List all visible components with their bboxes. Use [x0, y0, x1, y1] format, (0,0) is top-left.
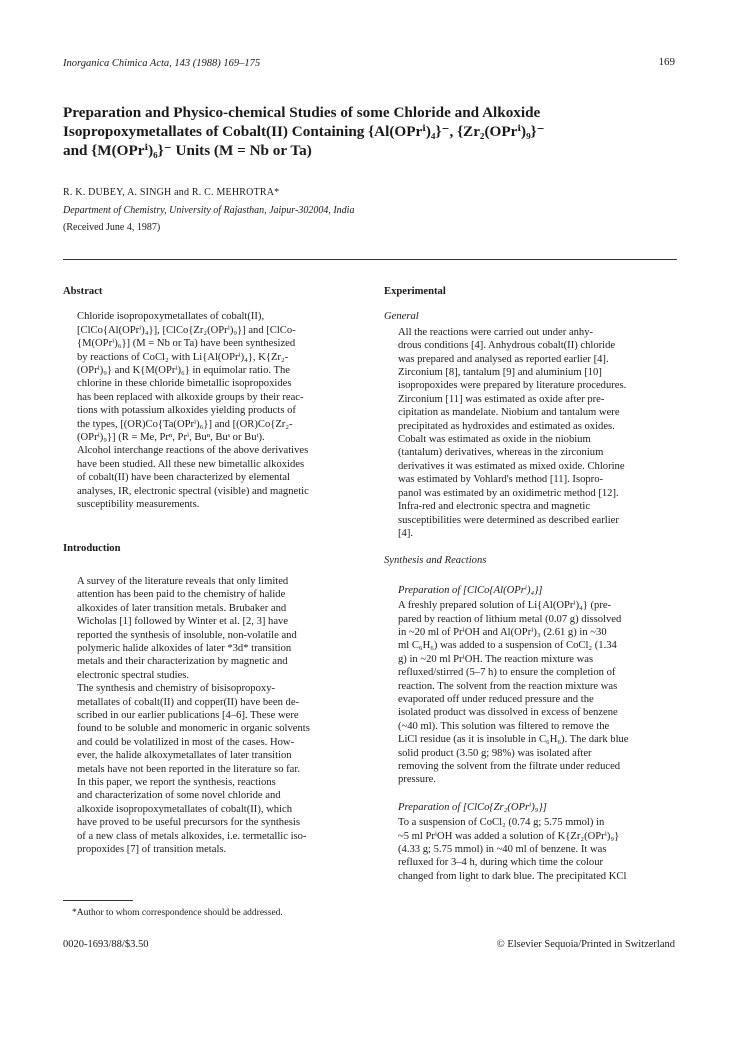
prep1-heading: Preparation of [ClCo{Al(OPrⁱ)₄}]	[398, 584, 543, 596]
text-line: pared by reaction of lithium metal (0.07 g) dissolved	[398, 613, 622, 625]
text-line: Zirconium [8], tantalum [9] and aluminium [10]	[398, 367, 602, 379]
text-line: Infra-red and electronic spectra and magnetic	[398, 501, 591, 513]
text-line: derivatives it was estimated as mixed oxide. Chlorine	[398, 460, 625, 472]
text-line: In this paper, we report the synthesis, reactions	[77, 777, 276, 788]
text-line: Chloride isopropoxymetallates of cobalt(II),	[77, 311, 265, 323]
text-line: the types, [(OR)Co{Ta(OPrⁱ)₆}] and [(OR)Co{Zr₂-	[77, 418, 293, 430]
text-line: reaction. The solvent from the reaction mixture was	[398, 680, 618, 692]
text-line: analyses, IR, electronic spectral (visible) and magnetic	[77, 485, 309, 497]
text-line: polymeric halide alkoxides of later *3d* transition	[77, 642, 292, 654]
text-line: electronic spectral studies.	[77, 669, 190, 681]
title-line: and {M(OPrⁱ)₆}⁻ Units (M = Nb or Ta)	[63, 142, 312, 159]
text-line: A survey of the literature reveals that only limited	[77, 575, 289, 587]
text-line: alkoxide isopropoxymetallates of cobalt(II), which	[77, 803, 293, 815]
text-line: by reactions of CoCl₂ with Li{Al(OPrⁱ)₄}, K{Zr₂-	[77, 351, 289, 363]
text-line: isolated product was dissolved in excess of benzene	[398, 707, 618, 719]
general-paragraph	[384, 326, 667, 393]
received-date: (Received June 4, 1987)	[63, 222, 161, 233]
text-line: tions with potassium alkoxides yielding products of	[77, 405, 296, 417]
abstract-text	[63, 310, 346, 511]
prep1-paragraph	[384, 599, 667, 787]
text-line: scribed in our earlier publications [4–6]. These were	[77, 709, 299, 721]
text-line: pressure.	[398, 774, 436, 786]
text-line: All the reactions were carried out under anhy-	[398, 326, 594, 338]
text-line: alkoxides of later transition metals. Brubaker and	[77, 602, 287, 614]
text-line: (OPrⁱ)₉} and K{M(OPrⁱ)₆} in equimolar ratio. The	[77, 365, 290, 377]
text-line: metallates of cobalt(II) and copper(II) have been de-	[77, 696, 300, 708]
title-line: Preparation and Physico-chemical Studies of some Chloride and Alkoxide	[63, 104, 541, 121]
text-line: reported the synthesis of insoluble, non-volatile and	[77, 629, 297, 641]
text-line: was prepared and analysed as reported earlier [4].	[398, 353, 609, 365]
text-line: The synthesis and chemistry of bisisopropoxy-	[77, 683, 276, 695]
text-line: of cobalt(II) have been characterized by elemental	[77, 472, 290, 484]
affiliation: Department of Chemistry, University of Rajasthan, Jaipur-302004, India	[63, 205, 355, 216]
text-line: cipitation as mandelate. Niobium and tantalum were	[398, 407, 620, 419]
intro-paragraph	[63, 776, 346, 856]
text-line: metals have not been reported in the literature so far.	[77, 763, 300, 775]
text-line: have been studied. All these new bimetallic alkoxides	[77, 458, 305, 470]
text-line: chlorine in these chloride bimetallic isopropoxides	[77, 378, 292, 390]
general-heading: General	[384, 311, 419, 323]
footnote: *Author to whom correspondence should be addressed.	[72, 908, 283, 918]
text-line: To a suspension of CoCl₂ (0.74 g; 5.75 mmol) in	[398, 817, 605, 829]
text-line: LiCl residue (as it is insoluble in C₆H₆). The dark blue	[398, 734, 629, 746]
footnote-rule	[63, 900, 133, 901]
general-paragraph	[384, 393, 667, 500]
text-line: susceptibility measurements.	[77, 499, 200, 511]
text-line: changed from light to dark blue. The precipitated KCl	[398, 870, 627, 882]
text-line: A freshly prepared solution of Li{Al(OPrⁱ)₄} (pre-	[398, 600, 612, 612]
text-line: Wicholas [1] followed by Winter et al. [2, 3] have	[77, 616, 289, 628]
journal-citation: Inorganica Chimica Acta, 143 (1988) 169–175	[63, 58, 261, 69]
introduction-heading: Introduction	[63, 542, 121, 554]
text-line: and characterization of some novel chloride and	[77, 790, 281, 802]
text-line: susceptibilities were determined as described earlier	[398, 514, 619, 526]
text-line: (OPrⁱ)₉}] (R = Me, Prⁿ, Prⁱ, Buⁿ, Buˢ or Buᵗ).	[77, 432, 265, 444]
text-line: (tantalum) derivatives, whereas in the zirconium	[398, 447, 604, 459]
text-line: was estimated by Vohlard's method [11]. Isopro-	[398, 474, 604, 486]
synthesis-heading: Synthesis and Reactions	[384, 555, 487, 567]
text-line: [ClCo{Al(OPrⁱ)₄}], [ClCo{Zr₂(OPrⁱ)₉}] and [ClCo-	[77, 324, 296, 336]
text-line: isopropoxides were prepared by literature procedures.	[398, 380, 627, 392]
text-line: in ~20 ml of PrⁱOH and Al(OPrⁱ)₃ (2.61 g) in ~30	[398, 626, 607, 638]
text-line: ever, the halide alkoxymetallates of later transition	[77, 750, 292, 762]
text-line: (~40 ml). This solution was filtered to remove the	[398, 720, 610, 732]
intro-paragraph	[63, 682, 346, 776]
publisher-line: © Elsevier Sequoia/Printed in Switzerland	[496, 939, 675, 950]
text-line: removing the solvent from the filtrate under reduced	[398, 761, 621, 772]
text-line: precipitated as hydroxides and estimated as oxides.	[398, 420, 615, 432]
text-line: Alcohol interchange reactions of the above derivatives	[77, 445, 309, 457]
text-line: have proved to be useful precursors for the synthesis	[77, 817, 300, 829]
right-column	[384, 285, 667, 883]
left-column	[63, 285, 346, 856]
general-paragraph	[384, 500, 667, 540]
issn-price: 0020-1693/88/$3.50	[63, 939, 149, 950]
authors: R. K. DUBEY, A. SINGH and R. C. MEHROTRA*	[63, 187, 280, 198]
text-line: (4.33 g; 5.75 mmol) in ~40 ml of benzene. It was	[398, 844, 607, 856]
text-line: metals and their characterization by magnetic and	[77, 656, 288, 668]
text-line: ~5 ml PrⁱOH was added a solution of K{Zr₂(OPrⁱ)₉}	[398, 830, 620, 842]
title-line: Isopropoxymetallates of Cobalt(II) Containing {Al(OPrⁱ)₄}⁻, {Zr₂(OPrⁱ)₉}⁻	[63, 123, 545, 140]
text-line: [4].	[398, 527, 414, 539]
article-title	[63, 103, 683, 160]
page-number: 169	[658, 56, 675, 68]
header-rule	[63, 259, 677, 260]
text-line: refluxed/stirred (5–7 h) to ensure the completion of	[398, 667, 616, 679]
text-line: propoxides [7] of transition metals.	[77, 844, 227, 856]
text-line: has been replaced with alkoxide groups by their reac-	[77, 391, 304, 403]
experimental-heading: Experimental	[384, 286, 446, 297]
text-line: ml C₆H₆) was added to a suspension of CoCl₂ (1.34	[398, 640, 617, 652]
text-line: Cobalt was estimated as oxide in the niobium	[398, 434, 591, 446]
text-line: evaporated off under reduced pressure and the	[398, 693, 594, 705]
text-line: of a new class of metals alkoxides, i.e. termetallic iso-	[77, 830, 307, 842]
text-line: {M(OPrⁱ)₆}] (M = Nb or Ta) have been synthesized	[77, 338, 296, 350]
intro-paragraph	[63, 575, 346, 682]
text-line: g) in ~20 ml PrⁱOH. The reaction mixture was	[398, 653, 594, 665]
text-line: solid product (3.50 g; 98%) was isolated after	[398, 747, 592, 759]
text-line: panol was estimated by an oxidimetric method [12].	[398, 487, 619, 499]
text-line: refluxed for 3–4 h, during which time the colour	[398, 857, 604, 869]
prep2-heading: Preparation of [ClCo{Zr₂(OPrⁱ)₉}]	[398, 801, 547, 813]
text-line: Zirconium [11] was estimated as oxide after pre-	[398, 393, 605, 405]
text-line: and could be volatilized in most of the cases. How-	[77, 736, 295, 748]
abstract-heading: Abstract	[63, 286, 103, 297]
prep2-paragraph	[384, 816, 667, 883]
text-line: drous conditions [4]. Anhydrous cobalt(II) chloride	[398, 340, 616, 352]
text-line: attention has been paid to the chemistry of halide	[77, 589, 286, 601]
text-line: found to be soluble and monomeric in organic solvents	[77, 723, 310, 735]
